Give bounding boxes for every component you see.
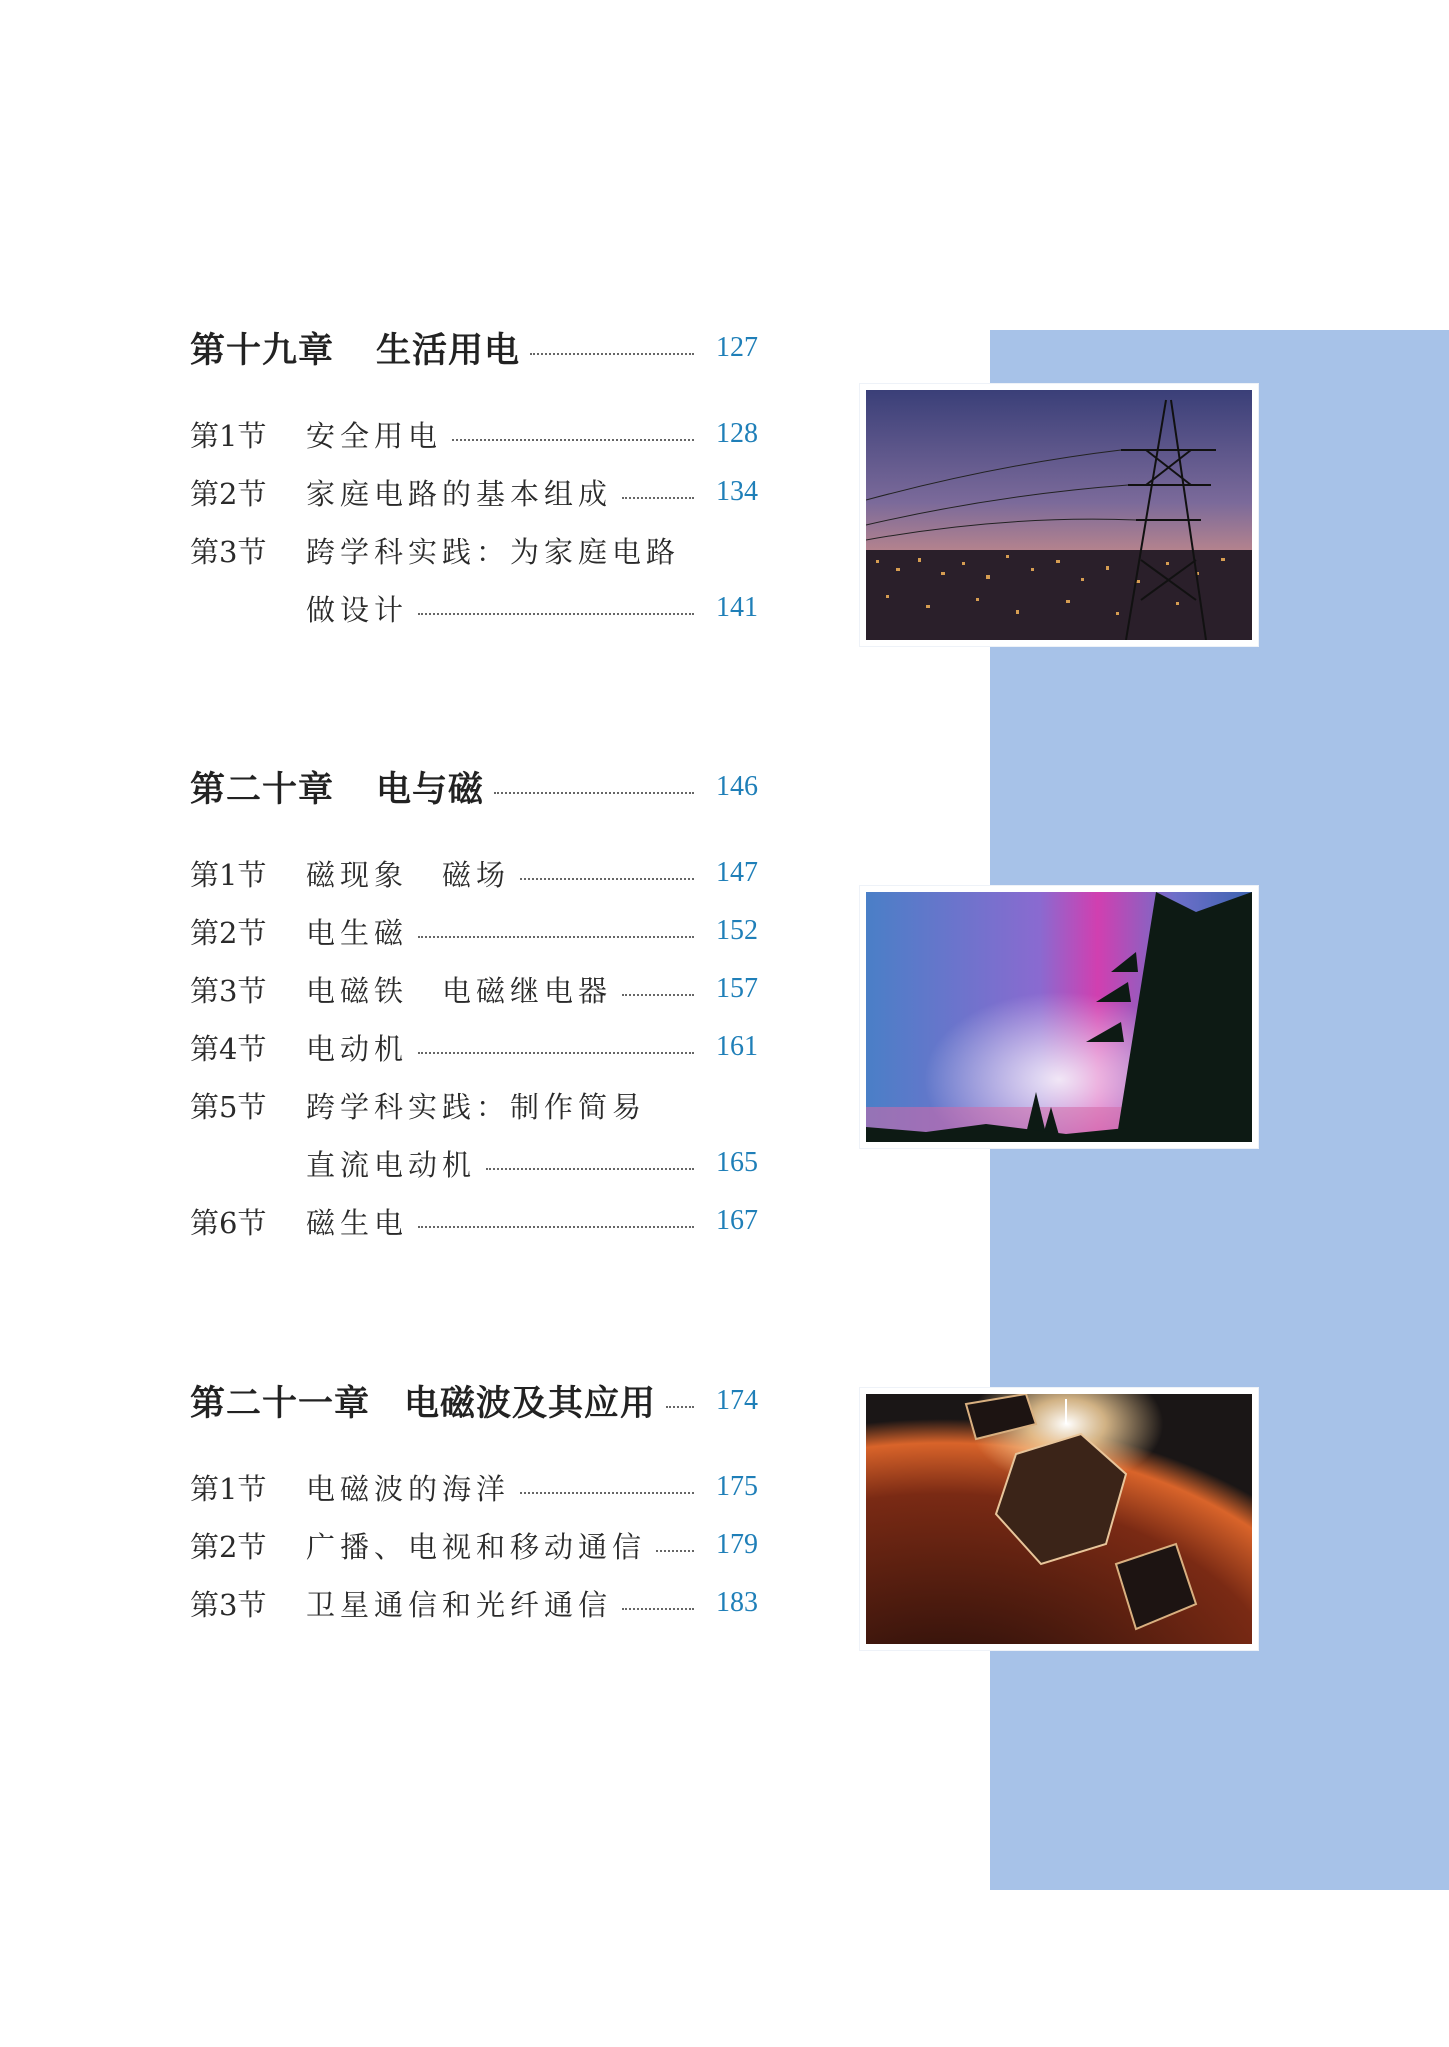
toc-entry-continuation[interactable] <box>190 1141 758 1185</box>
dot-leader <box>622 497 694 499</box>
toc-entry[interactable] <box>190 851 758 895</box>
section-title-continuation: 做设计 <box>306 592 409 627</box>
dot-leader <box>486 1168 694 1170</box>
page-number: 161 <box>716 1031 758 1062</box>
toc-entry[interactable] <box>190 1199 758 1243</box>
toc-entry[interactable] <box>190 909 758 953</box>
chapter-heading[interactable] <box>190 1379 758 1423</box>
page-number: 167 <box>716 1205 758 1236</box>
section-number: 第1节 <box>190 857 267 892</box>
dot-leader <box>520 1492 694 1494</box>
toc-entry[interactable] <box>190 1465 758 1509</box>
section-number: 第2节 <box>190 915 267 950</box>
page-number: 134 <box>716 476 758 507</box>
section-title: 电磁波的海洋 <box>306 1471 511 1506</box>
chapter-number: 第十九章 <box>190 330 335 371</box>
section-title: 磁生电 <box>306 1205 409 1240</box>
chapter-number: 第二十一章 <box>190 1383 371 1424</box>
dot-leader <box>530 353 694 355</box>
page-number: 146 <box>716 771 758 802</box>
power-tower-city-night-photo <box>860 384 1258 646</box>
page-number: 147 <box>716 857 758 888</box>
section-title: 卫星通信和光纤通信 <box>306 1587 613 1622</box>
section-title: 广播、电视和移动通信 <box>306 1529 647 1564</box>
dot-leader <box>418 1226 694 1228</box>
dot-leader <box>418 936 694 938</box>
chapter-name: 电磁波及其应用 <box>404 1383 657 1424</box>
section-number: 第6节 <box>190 1205 267 1240</box>
section-title: 电生磁 <box>306 915 409 950</box>
section-title: 安全用电 <box>306 418 443 453</box>
section-title: 跨学科实践：制作简易 <box>306 1089 647 1124</box>
toc-entry[interactable] <box>190 967 758 1011</box>
aurora-over-trees-photo <box>860 886 1258 1148</box>
section-number: 第1节 <box>190 418 267 453</box>
section-number: 第2节 <box>190 476 267 511</box>
page-number: 174 <box>716 1385 758 1416</box>
page-number: 165 <box>716 1147 758 1178</box>
page-number: 152 <box>716 915 758 946</box>
section-number: 第1节 <box>190 1471 267 1506</box>
toc-entry[interactable] <box>190 528 758 572</box>
chapter-heading[interactable] <box>190 765 758 809</box>
page-number: 128 <box>716 418 758 449</box>
section-number: 第2节 <box>190 1529 267 1564</box>
page-number: 157 <box>716 973 758 1004</box>
chapter-title <box>190 1376 656 1426</box>
toc-entry[interactable] <box>190 1523 758 1567</box>
chapter-number: 第二十章 <box>190 769 335 810</box>
section-number: 第3节 <box>190 973 267 1008</box>
chapter-name: 生活用电 <box>376 330 521 371</box>
chapter-heading[interactable] <box>190 326 758 370</box>
page-number: 175 <box>716 1471 758 1502</box>
section-number: 第5节 <box>190 1089 267 1124</box>
page-number: 127 <box>716 332 758 363</box>
satellite-in-orbit-photo <box>860 1388 1258 1650</box>
dot-leader <box>666 1406 694 1408</box>
dot-leader <box>452 439 694 441</box>
toc-entry[interactable] <box>190 470 758 514</box>
chapter-title <box>190 323 520 373</box>
page-number: 183 <box>716 1587 758 1618</box>
section-title: 电动机 <box>306 1031 409 1066</box>
chapter-name: 电与磁 <box>376 769 485 810</box>
section-number: 第4节 <box>190 1031 267 1066</box>
page-number: 179 <box>716 1529 758 1560</box>
dot-leader <box>494 792 694 794</box>
dot-leader <box>656 1550 694 1552</box>
dot-leader <box>622 994 694 996</box>
dot-leader <box>622 1608 694 1610</box>
toc-entry-continuation[interactable] <box>190 586 758 630</box>
section-number: 第3节 <box>190 534 267 569</box>
dot-leader <box>418 1052 694 1054</box>
section-title: 跨学科实践：为家庭电路 <box>306 534 681 569</box>
section-number: 第3节 <box>190 1587 267 1622</box>
dot-leader <box>418 613 694 615</box>
toc-entry[interactable] <box>190 1025 758 1069</box>
dot-leader <box>520 878 694 880</box>
section-title: 磁现象 磁场 <box>306 857 511 892</box>
section-title: 电磁铁 电磁继电器 <box>306 973 613 1008</box>
toc-entry[interactable] <box>190 412 758 456</box>
chapter-title <box>190 762 484 812</box>
section-title-continuation: 直流电动机 <box>306 1147 477 1182</box>
page-number: 141 <box>716 592 758 623</box>
section-title: 家庭电路的基本组成 <box>306 476 613 511</box>
toc-entry[interactable] <box>190 1083 758 1127</box>
toc-entry[interactable] <box>190 1581 758 1625</box>
